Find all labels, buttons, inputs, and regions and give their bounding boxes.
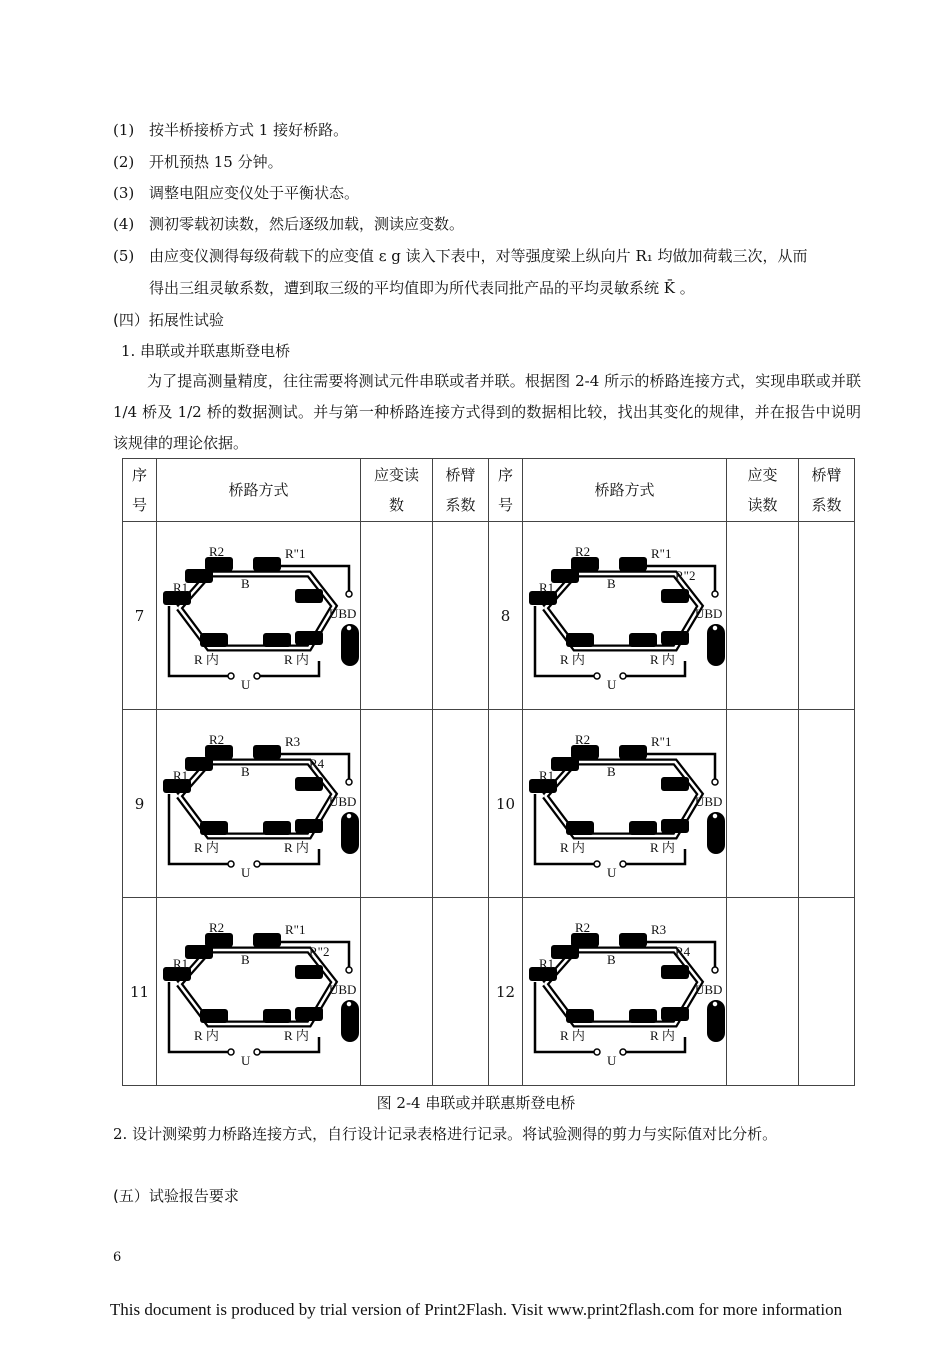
reading-cell	[727, 522, 799, 710]
terminal	[346, 625, 352, 631]
diagram-label: R"1	[650, 733, 671, 749]
terminal	[620, 673, 626, 679]
resistor	[263, 633, 291, 647]
diagram-label: R2	[208, 731, 224, 747]
resistor	[253, 745, 281, 759]
reading-cell	[727, 898, 799, 1086]
resistor	[295, 965, 323, 979]
step-number: (3)	[113, 184, 135, 202]
diagram-label: R 内	[649, 1027, 675, 1043]
figure-caption: 图 2-4 串联或并联惠斯登电桥	[376, 1094, 576, 1112]
diagram-label: UBD	[328, 981, 356, 997]
diagram-label: R4	[674, 943, 690, 959]
header-bridge: 桥路方式	[157, 459, 361, 522]
diagram-label: U	[606, 864, 616, 880]
diagram-label: R 内	[559, 1027, 585, 1043]
bridge-diagram-12	[525, 912, 725, 1072]
resistor	[571, 557, 599, 571]
diagram-label: U	[240, 1052, 250, 1068]
header-coef: 桥臂 系数	[433, 459, 489, 522]
resistor	[566, 821, 594, 835]
diagram-label: R1	[538, 579, 554, 595]
terminal	[712, 967, 718, 973]
resistor	[661, 631, 689, 645]
diagram-label: R1	[172, 955, 188, 971]
bridge-cell	[157, 898, 361, 1086]
diagram-label: R 内	[649, 839, 675, 855]
terminal	[346, 1001, 352, 1007]
diagram-label: B	[606, 951, 616, 967]
coef-cell	[799, 522, 855, 710]
terminal	[712, 813, 718, 819]
resistor	[629, 1009, 657, 1023]
step-text: 由应变仪测得每级荷载下的应变值 ε g 读入下表中，对等强度梁上纵向片 R₁ 均做加荷载三次，从而	[149, 247, 808, 265]
terminal	[346, 813, 352, 819]
resistor	[185, 569, 213, 583]
coef-cell	[433, 522, 489, 710]
step-text: 按半桥接桥方式 1 接好桥路。	[149, 121, 349, 139]
reading-cell	[727, 710, 799, 898]
resistor	[619, 933, 647, 947]
diagram-label: R"2	[674, 567, 695, 583]
diagram-label: R1	[172, 579, 188, 595]
resistor	[661, 819, 689, 833]
table-row	[123, 898, 855, 1086]
bridge-diagram-7	[159, 536, 359, 696]
resistor	[571, 745, 599, 759]
reading-cell	[361, 898, 433, 1086]
terminal	[712, 779, 718, 785]
step-4	[113, 214, 464, 234]
resistor	[205, 745, 233, 759]
resistor	[295, 777, 323, 791]
table-row	[123, 710, 855, 898]
step-5	[113, 246, 808, 266]
diagram-label: B	[606, 575, 616, 591]
resistor	[661, 1007, 689, 1021]
diagram-label: UBD	[328, 793, 356, 809]
terminal	[620, 861, 626, 867]
row-number: 7	[123, 522, 157, 710]
page-number: 6	[113, 1250, 122, 1265]
coef-cell	[433, 710, 489, 898]
diagram-label: R 内	[193, 839, 219, 855]
resistor	[185, 757, 213, 771]
subsection-1-title: 1. 串联或并联惠斯登电桥	[121, 342, 291, 360]
diagram-label: UBD	[694, 605, 722, 621]
terminal	[228, 861, 234, 867]
step-number: (1)	[113, 121, 135, 139]
diagram-label: R2	[574, 919, 590, 935]
diagram-label: R 内	[283, 839, 309, 855]
terminal	[346, 779, 352, 785]
subsection-1-paragraph: 为了提高测量精度，往往需要将测试元件串联或者并联。根据图 2-4 所示的桥路连接方式，实现串联或并联 1/4 桥及 1/2 桥的数据测试。并与第一种桥路连接方式得到的数据相比较，找出其变化的规律，并在报告中说明该规律的理论依据。	[113, 372, 861, 452]
header-seq: 序 号	[489, 459, 523, 522]
resistor	[205, 557, 233, 571]
bridge-cell	[157, 710, 361, 898]
row-number: 9	[123, 710, 157, 898]
resistor	[263, 1009, 291, 1023]
step-number: (4)	[113, 215, 135, 233]
bridge-cell	[523, 898, 727, 1086]
diagram-label: B	[240, 763, 250, 779]
bridge-cell	[523, 522, 727, 710]
resistor	[295, 1007, 323, 1021]
terminal	[594, 861, 600, 867]
diagram-label: R2	[208, 919, 224, 935]
resistor	[200, 1009, 228, 1023]
row-number: 10	[489, 710, 523, 898]
coef-cell	[799, 898, 855, 1086]
header-reading: 应变 读数	[727, 459, 799, 522]
diagram-label: R 内	[283, 651, 309, 667]
terminal	[254, 673, 260, 679]
resistor	[551, 569, 579, 583]
diagram-label: R2	[574, 543, 590, 559]
step-text: 调整电阻应变仪处于平衡状态。	[149, 184, 360, 202]
resistor	[295, 819, 323, 833]
section-5-title: (五）试验报告要求	[113, 1187, 239, 1205]
terminal	[228, 673, 234, 679]
header-seq: 序 号	[123, 459, 157, 522]
resistor	[263, 821, 291, 835]
trial-footer: This document is produced by trial version of Print2Flash. Visit www.print2flash.com for more information	[109, 1300, 843, 1319]
bridge-diagram-9	[159, 724, 359, 884]
resistor	[619, 557, 647, 571]
diagram-label: R 内	[649, 651, 675, 667]
diagram-label: UBD	[694, 981, 722, 997]
step-5-continuation: 得出三组灵敏系数，遭到取三级的平均值即为所代表同批产品的平均灵敏系统 K̄ 。	[149, 279, 695, 297]
diagram-label: R"2	[308, 943, 329, 959]
terminal	[620, 1049, 626, 1055]
resistor	[566, 1009, 594, 1023]
diagram-label: R1	[172, 767, 188, 783]
resistor	[566, 633, 594, 647]
diagram-label: R 内	[193, 1027, 219, 1043]
diagram-label: UBD	[694, 793, 722, 809]
resistor	[295, 631, 323, 645]
diagram-label: R3	[650, 921, 666, 937]
resistor	[619, 745, 647, 759]
step-number: (2)	[113, 153, 135, 171]
terminal	[346, 591, 352, 597]
terminal	[594, 1049, 600, 1055]
step-2	[113, 152, 283, 172]
resistor	[205, 933, 233, 947]
resistor	[253, 933, 281, 947]
terminal	[228, 1049, 234, 1055]
coef-cell	[799, 710, 855, 898]
resistor	[571, 933, 599, 947]
diagram-label: R 内	[193, 651, 219, 667]
terminal	[712, 591, 718, 597]
step-1	[113, 120, 348, 140]
row-number: 12	[489, 898, 523, 1086]
resistor	[200, 633, 228, 647]
terminal	[594, 673, 600, 679]
bridge-cell	[157, 522, 361, 710]
row-number: 8	[489, 522, 523, 710]
resistor	[661, 777, 689, 791]
bridge-diagram-10	[525, 724, 725, 884]
bridge-diagram-11	[159, 912, 359, 1072]
diagram-label: R"1	[284, 921, 305, 937]
diagram-label: U	[606, 1052, 616, 1068]
diagram-label: R2	[208, 543, 224, 559]
terminal	[346, 967, 352, 973]
diagram-label: U	[606, 676, 616, 692]
row-number: 11	[123, 898, 157, 1086]
resistor	[661, 589, 689, 603]
step-text: 测初零载初读数，然后逐级加载，测读应变数。	[149, 215, 465, 233]
resistor	[551, 757, 579, 771]
resistor	[629, 821, 657, 835]
bridge-diagram-8	[525, 536, 725, 696]
diagram-label: R1	[538, 767, 554, 783]
diagram-label: R3	[284, 733, 300, 749]
diagram-label: B	[606, 763, 616, 779]
diagram-label: B	[240, 575, 250, 591]
header-reading: 应变读 数	[361, 459, 433, 522]
reading-cell	[361, 710, 433, 898]
diagram-label: U	[240, 864, 250, 880]
resistor	[253, 557, 281, 571]
bridge-cell	[523, 710, 727, 898]
resistor	[200, 821, 228, 835]
diagram-label: B	[240, 951, 250, 967]
terminal	[254, 861, 260, 867]
step-3	[113, 183, 359, 203]
diagram-label: R2	[574, 731, 590, 747]
diagram-label: R"1	[284, 545, 305, 561]
step-number: (5)	[113, 247, 135, 265]
resistor	[551, 945, 579, 959]
diagram-label: R1	[538, 955, 554, 971]
diagram-label: R4	[308, 755, 324, 771]
bridge-table	[122, 458, 855, 1086]
step-text: 开机预热 15 分钟。	[149, 153, 283, 171]
resistor	[295, 589, 323, 603]
table-row	[123, 522, 855, 710]
diagram-label: R 内	[559, 839, 585, 855]
resistor	[185, 945, 213, 959]
diagram-label: R"1	[650, 545, 671, 561]
resistor	[629, 633, 657, 647]
diagram-label: R 内	[559, 651, 585, 667]
header-bridge: 桥路方式	[523, 459, 727, 522]
item-2: 2. 设计测梁剪力桥路连接方式，自行设计记录表格进行记录。将试验测得的剪力与实际值对比分析。	[113, 1125, 778, 1143]
reading-cell	[361, 522, 433, 710]
terminal	[254, 1049, 260, 1055]
resistor	[661, 965, 689, 979]
diagram-label: U	[240, 676, 250, 692]
header-coef: 桥臂 系数	[799, 459, 855, 522]
diagram-label: UBD	[328, 605, 356, 621]
terminal	[712, 1001, 718, 1007]
coef-cell	[433, 898, 489, 1086]
section-4-title: (四）拓展性试验	[113, 311, 224, 329]
table-header-row	[123, 459, 855, 522]
terminal	[712, 625, 718, 631]
diagram-label: R 内	[283, 1027, 309, 1043]
